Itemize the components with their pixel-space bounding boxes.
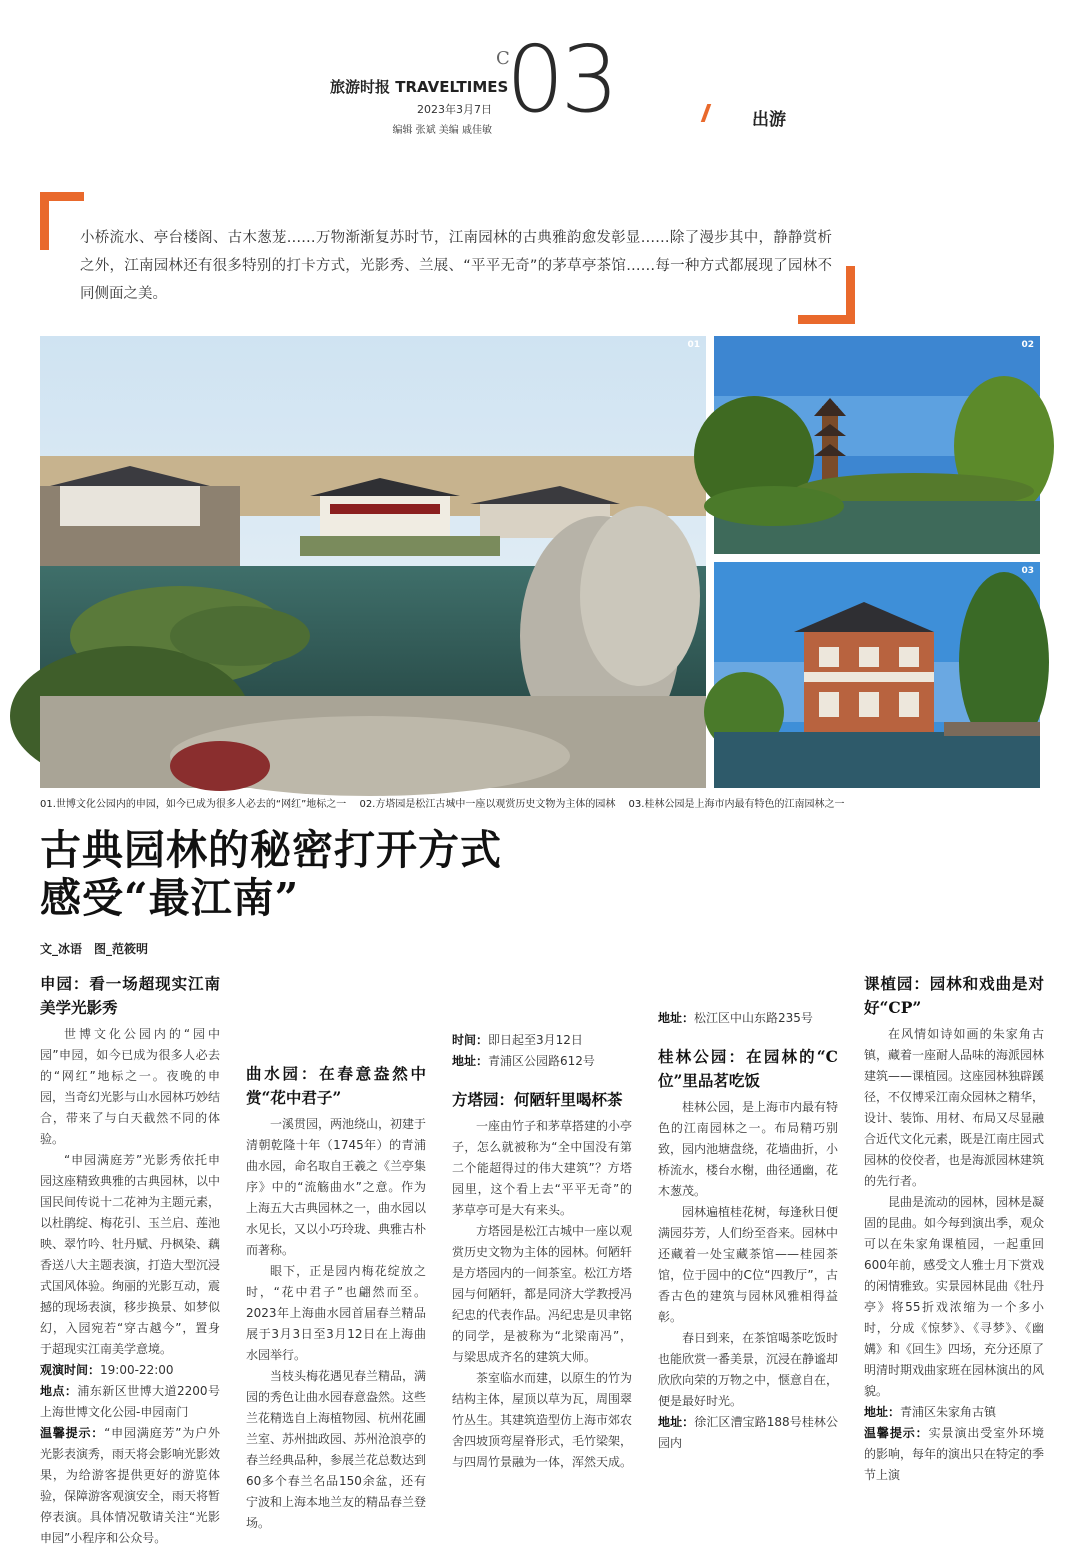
fangtayuan-address: 地址：松江区中山东路235号 <box>658 1011 813 1025</box>
caption-2: 02.方塔园是松江古城中一座以观赏历史文物为主体的园林 <box>359 799 616 810</box>
masthead-date: 2023年3月7日 <box>417 103 492 116</box>
guilin-para-2: 园林遍植桂花树，每逢秋日便满园芬芳，人们纷至沓来。园林中还藏着一处宝藏茶馆——桂园茶馆，位于园中的C位“四教厅”，古香古色的建筑与园林风雅相得益彰。 <box>658 1205 839 1324</box>
fangtayuan-para-1: 一座由竹子和茅草搭建的小亭子，怎么就被称为“全中国没有第二个能超得过的伟大建筑”？方塔园里，这个看上去“平平无奇”的茅草亭可是大有来头。 <box>452 1119 633 1217</box>
photo-3-number: 03 <box>1021 566 1034 576</box>
bracket-bottom-right-h <box>798 315 855 324</box>
section-title-shenyuan: 申园：看一场超现实江南美学光影秀 <box>40 974 220 1017</box>
photo-2-number: 02 <box>1021 340 1034 350</box>
masthead-editors: 编辑 张斌 美编 戚佳敏 <box>392 125 492 136</box>
qushuiyuan-address: 地址：青浦区公园路612号 <box>452 1054 595 1068</box>
kezhiyuan-address: 地址：青浦区朱家角古镇 <box>864 1405 997 1419</box>
masthead-brand: 旅游时报 TRAVELTIMES <box>330 78 509 96</box>
qushuiyuan-para-2: 眼下，正是园内梅花绽放之时，“花中君子”也翩然而至。2023年上海曲水园首届春兰精品展于3月3日至3月12日在上海曲水园举行。 <box>246 1264 426 1362</box>
column-2 <box>246 1058 426 1534</box>
section-title-qushuiyuan: 曲水园：在春意盎然中赏“花中君子” <box>246 1064 426 1107</box>
section-slash-icon <box>701 104 712 122</box>
caption-3: 03.桂林公园是上海市内最有特色的江南园林之一 <box>628 799 845 810</box>
kezhiyuan-tip: 温馨提示：实景演出受室外环境的影响，每年的演出只在特定的季节上演 <box>864 1426 1045 1482</box>
guilin-para-3: 春日到来，在茶馆喝茶吃饭时也能欣赏一番美景，沉浸在静谧却欣欣向荣的万物之中，惬意自在，便是最好时光。 <box>658 1331 839 1408</box>
qushuiyuan-time: 时间：即日起至3月12日 <box>452 1033 583 1047</box>
intro-text: 小桥流水、亭台楼阁、古木葱茏……万物渐渐复苏时节，江南园林的古典雅韵愈发彰显……除了漫步其中，静静赏析之外，江南园林还有很多特别的打卡方式，光影秀、兰展、“平平无奇”的茅草亭茶馆……每一种方式都展现了园林不同侧面之美。 <box>80 230 832 302</box>
column-5 <box>864 968 1044 1486</box>
fangtayuan-para-2: 方塔园是松江古城中一座以观赏历史文物为主体的园林。何陋轩是方塔园内的一间茶室。松江方塔园与何陋轩，都是同济大学教授冯纪忠的代表作品。冯纪忠是贝聿铭的同学，是被称为“北梁南冯”，与梁思成齐名的建筑大师。 <box>452 1224 633 1364</box>
column-3 <box>452 1030 632 1473</box>
photo-1-number: 01 <box>687 340 700 350</box>
section-label: 出游 <box>752 110 786 130</box>
shenyuan-para-1: 世博文化公园内的“园中园”申园，如今已成为很多人必去的“网红”地标之一。夜晚的申园，当奇幻光影与山水园林巧妙结合，带来了与白天截然不同的体验。 <box>40 1027 221 1146</box>
caption-1: 01.世博文化公园内的申园，如今已成为很多人必去的“网红”地标之一 <box>40 799 347 810</box>
shenyuan-para-2: “申园满庭芳”光影秀依托申园这座精致典雅的古典园林，以中国民间传说十二花神为主题元素，以杜鹃绽、梅花引、玉兰启、莲池映、翠竹吟、牡丹赋、丹枫染、藕香送八大主题表演，打造大型沉浸式国风体验。绚丽的光影互动，震撼的现场表演，移步换景、如梦似幻，入园宛若“穿古越今”，置身于超现实江南美学意境。 <box>40 1153 221 1356</box>
fangtayuan-para-3: 茶室临水而建，以原生的竹为结构主体，屋顶以草为瓦，周围翠竹丛生。其建筑造型仿上海市郊农舍四坡顶弯屋脊形式，毛竹梁架，与四周竹景融为一体，浑然天成。 <box>452 1371 633 1469</box>
headline-line-2: 感受“最江南” <box>40 874 300 922</box>
headline-line-1: 古典园林的秘密打开方式 <box>40 826 502 874</box>
photo-guilin <box>714 562 1040 788</box>
bracket-top-left-h <box>40 192 84 201</box>
section-title-guilin: 桂林公园：在园林的“C位”里品茗吃饭 <box>658 1047 838 1090</box>
shenyuan-tip: 温馨提示：“申园满庭芳”为户外光影表演秀，雨天将会影响光影效果，为给游客提供更好的游览体验，保障游客观演安全，雨天将暂停表演。具体情况敬请关注“光影申园”小程序和公众号。 <box>40 1426 221 1545</box>
guilin-para-1: 桂林公园，是上海市内最有特色的江南园林之一。布局精巧别致，园内池塘盘绕，花墙曲折，小桥流水，楼台水榭，曲径通幽，花木葱茂。 <box>658 1100 839 1198</box>
qushuiyuan-para-1: 一溪贯园，两池绕山，初建于清朝乾隆十年（1745年）的青浦曲水园，命名取自王羲之《兰亭集序》中的“流觞曲水”之意。作为上海五大古典园林之一，曲水园以水见长，又以小巧玲珑、典雅古朴而著称。 <box>246 1117 427 1257</box>
photo-captions <box>40 795 1040 810</box>
column-4 <box>658 1008 838 1454</box>
section-title-fangtayuan: 方塔园：何陋轩里喝杯茶 <box>452 1090 623 1109</box>
page-number: 03 <box>506 26 616 133</box>
masthead <box>330 76 509 136</box>
guilin-address: 地址：徐汇区漕宝路188号桂林公园内 <box>658 1415 838 1450</box>
kezhiyuan-para-1: 在风情如诗如画的朱家角古镇，藏着一座耐人品味的海派园林建筑——课植园。这座园林独辟蹊径，不仅博采江南众园林之精华，设计、装饰、用材、布局又尽显融合近代文化元素，既是江南庄园式园林的佼佼者，也是海派园林建筑的先行者。 <box>864 1027 1045 1188</box>
byline: 文_冰语 图_范筱明 <box>40 942 149 956</box>
shenyuan-address: 地点：浦东新区世博大道2200号 上海世博文化公园-申园南门 <box>40 1384 220 1419</box>
shenyuan-time: 观演时间：19:00-22:00 <box>40 1363 174 1377</box>
photo-shenyuan <box>40 336 706 788</box>
kezhiyuan-para-2: 昆曲是流动的园林，园林是凝固的昆曲。如今每到演出季，观众可以在朱家角课植园，一起重回600年前，感受文人雅士月下赏戏的闲情雅致。实景园林昆曲《牡丹亭》将55折戏浓缩为一个多小时，分成《惊梦》、《寻梦》、《幽媾》和《回生》四场，充分还原了明清时期戏曲家班在园林演出的风貌。 <box>864 1195 1045 1398</box>
photo-fangtayuan <box>714 336 1040 554</box>
headline <box>40 826 502 922</box>
masthead-c-mark: C <box>496 48 510 69</box>
section-title-kezhiyuan: 课植园：园林和戏曲是对好“CP” <box>864 974 1044 1017</box>
column-1 <box>40 968 220 1549</box>
qushuiyuan-para-3: 当枝头梅花遇见春兰精品，满园的秀色让曲水园春意盎然。这些兰花精选自上海植物园、杭州花圃兰室、苏州拙政园、苏州沧浪亭的春兰经典品种，参展兰花总数达到60多个春兰名品150余盆，还有宁波和上海本地兰友的精品春兰登场。 <box>246 1369 427 1530</box>
